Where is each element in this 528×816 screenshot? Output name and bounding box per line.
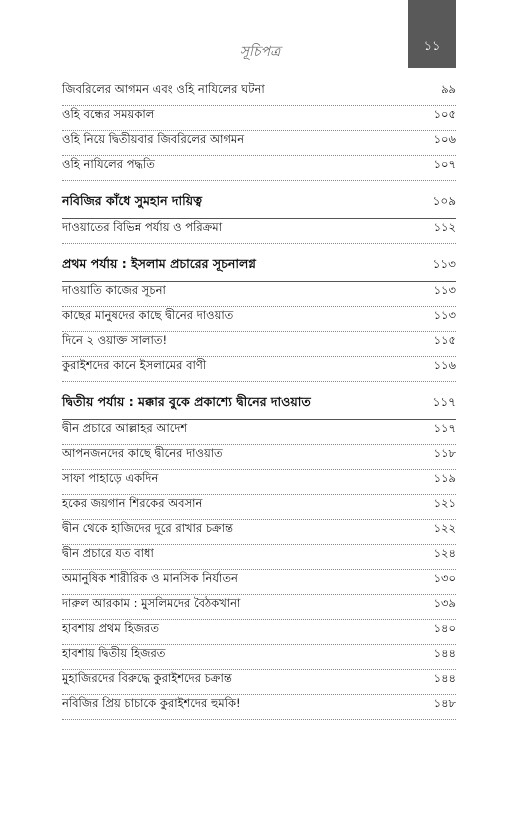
toc-entry-page: ১১৯ [433, 471, 456, 485]
toc-entry-title: দ্বীন থেকে হাজিদের দূরে রাখার চক্রান্ত [62, 521, 233, 535]
toc-entry [62, 307, 456, 332]
toc-entry [62, 156, 456, 181]
toc-entry [62, 219, 456, 244]
toc-entry-page: ১২১ [433, 496, 456, 510]
toc-entry-title: অমানুষিক শারীরিক ও মানসিক নির্যাতন [62, 571, 238, 585]
running-title: সূচিপত্র [239, 44, 281, 60]
toc-entry-title: প্রথম পর্যায় : ইসলাম প্রচারের সূচনালগ্ন [62, 256, 256, 271]
toc-entry-page: ১৪৮ [433, 696, 456, 710]
toc-entry-title: সাফা পাহাড়ে একদিন [62, 471, 159, 485]
toc-entry-title: দারুল আরকাম : মুসলিমদের বৈঠকখানা [62, 596, 241, 610]
toc-entry [62, 545, 456, 570]
toc-entry-page: ১৩০ [433, 571, 456, 585]
toc-entry-title: দ্বীন প্রচারে আল্লাহর আদেশ [62, 421, 188, 435]
toc-entry-page: ১১৩ [432, 257, 456, 271]
page-number-tab [408, 0, 456, 68]
toc-section-heading [62, 193, 456, 219]
toc-entry [62, 445, 456, 470]
toc-entry-page: ৯৯ [441, 82, 456, 96]
table-of-contents [62, 81, 456, 720]
toc-entry-title: দ্বিতীয় পর্যায় : মক্কার বুকে প্রকাশ্যে দ্বীনের দাওয়াত [62, 394, 311, 409]
page-number: ১১ [423, 39, 441, 54]
toc-entry-page: ১১৬ [433, 358, 456, 372]
toc-entry-page: ১১৭ [433, 421, 456, 435]
toc-entry [62, 670, 456, 695]
toc-entry-page: ১২২ [433, 521, 456, 535]
toc-entry-title: কাছের মানুষদের কাছে দ্বীনের দাওয়াত [62, 308, 234, 322]
toc-entry-page: ১০৯ [432, 194, 456, 208]
toc-entry-page: ১১৫ [433, 333, 456, 347]
toc-entry-page: ১০৬ [433, 132, 456, 146]
toc-entry-title: মুহাজিরদের বিরুদ্ধে কুরাইশদের চক্রান্ত [62, 671, 232, 685]
toc-entry-title: হকের জয়গান শিরকের অবসান [62, 496, 203, 510]
toc-entry [62, 131, 456, 156]
toc-entry-page: ১৩৯ [433, 596, 456, 610]
toc-entry-title: দাওয়াতি কাজের সূচনা [62, 283, 166, 297]
toc-entry-page: ১৪৪ [433, 646, 456, 660]
toc-entry [62, 357, 456, 382]
toc-entry-title: কুরাইশদের কানে ইসলামের বাণী [62, 358, 207, 372]
toc-entry [62, 106, 456, 131]
toc-entry-page: ১১৭ [432, 395, 456, 409]
toc-section-heading [62, 394, 456, 420]
toc-entry [62, 570, 456, 595]
toc-entry-page: ১১৮ [433, 446, 456, 460]
toc-entry [62, 520, 456, 545]
toc-entry-title: দ্বীন প্রচারে যত বাধা [62, 546, 154, 560]
toc-entry [62, 495, 456, 520]
toc-entry-page: ১২৪ [433, 546, 456, 560]
toc-entry-title: নবিজির কাঁধে সুমহান দায়িত্ব [62, 193, 202, 208]
toc-entry-page: ১০৭ [433, 157, 456, 171]
toc-entry-title: আপনজনদের কাছে দ্বীনের দাওয়াত [62, 446, 223, 460]
toc-entry [62, 695, 456, 720]
toc-entry-page: ১৪৪ [433, 671, 456, 685]
toc-entry-title: হাবশায় দ্বিতীয় হিজরত [62, 646, 166, 660]
toc-entry [62, 620, 456, 645]
toc-entry [62, 332, 456, 357]
toc-entry-title: দিনে ২ ওয়াক্ত সালাত! [62, 333, 168, 347]
toc-entry [62, 595, 456, 620]
toc-entry [62, 645, 456, 670]
toc-entry-page: ১১৩ [433, 308, 456, 322]
toc-entry-title: নবিজির প্রিয় চাচাকে কুরাইশদের হুমকি! [62, 696, 241, 710]
toc-entry-title: ওহি নাযিলের পদ্ধতি [62, 157, 155, 171]
toc-entry-title: দাওয়াতের বিভিন্ন পর্যায় ও পরিক্রমা [62, 220, 223, 234]
toc-entry-title: ওহি নিয়ে দ্বিতীয়বার জিবরিলের আগমন [62, 132, 245, 146]
toc-entry-title: জিবরিলের আগমন এবং ওহি নাযিলের ঘটনা [62, 82, 265, 96]
toc-entry [62, 420, 456, 445]
toc-entry [62, 470, 456, 495]
toc-section-heading [62, 256, 456, 282]
toc-entry-page: ১৪০ [433, 621, 456, 635]
toc-entry-title: হাবশায় প্রথম হিজরত [62, 621, 159, 635]
toc-entry-page: ১০৫ [433, 107, 456, 121]
toc-entry [62, 81, 456, 106]
toc-entry-page: ১১৩ [433, 283, 456, 297]
toc-entry [62, 282, 456, 307]
toc-entry-title: ওহি বন্ধের সময়কাল [62, 107, 155, 121]
toc-entry-page: ১১২ [433, 220, 456, 234]
